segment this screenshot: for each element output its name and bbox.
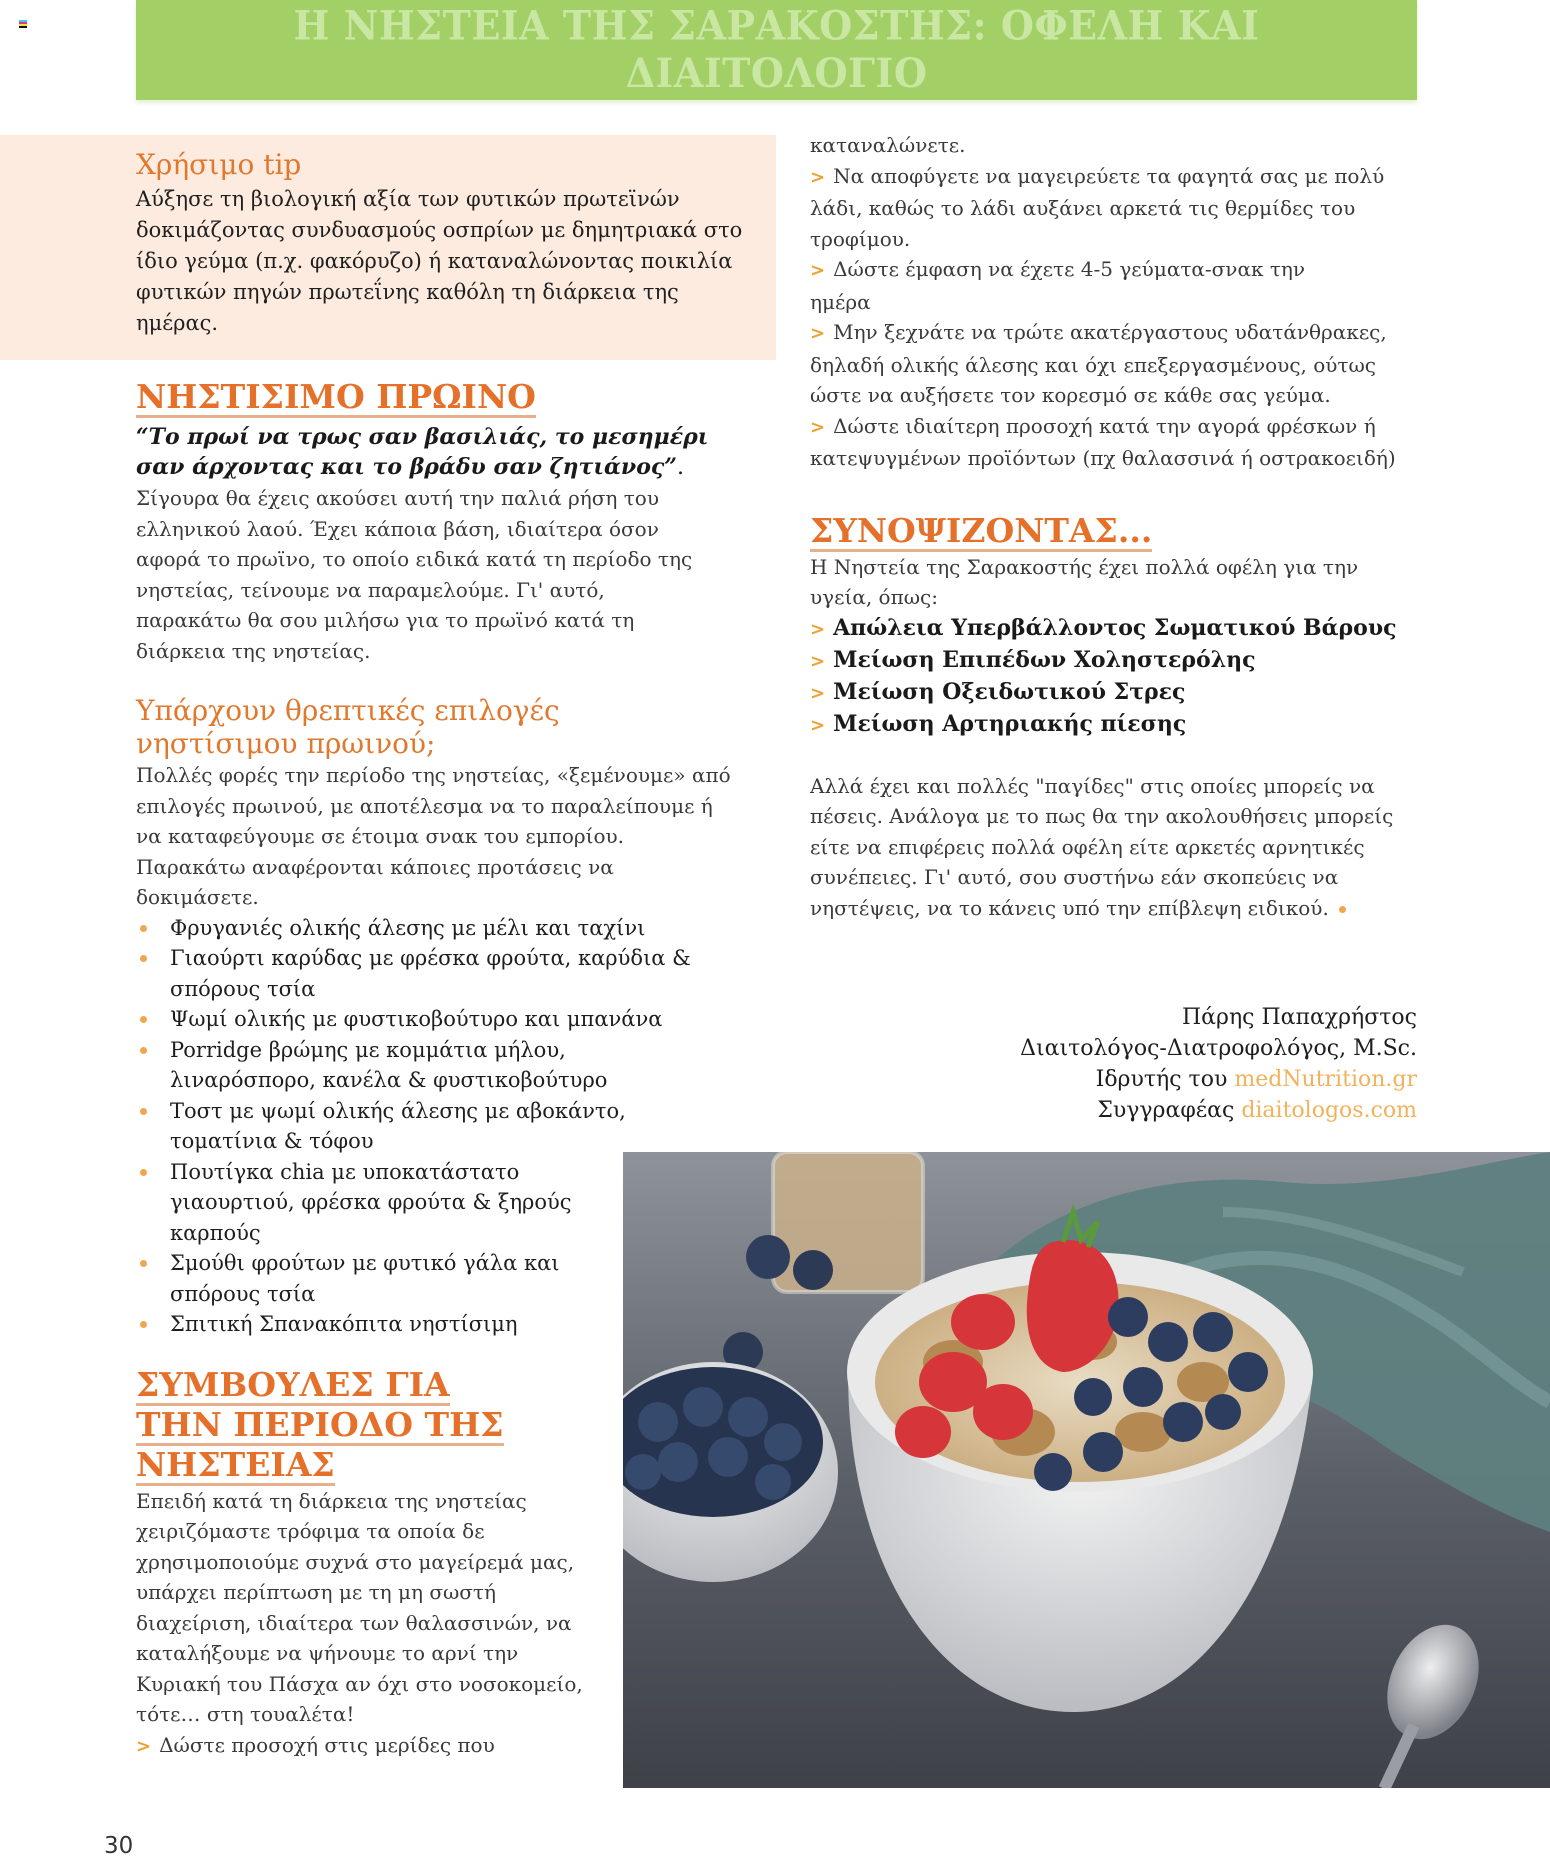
summary-intro: Η Νηστεία της Σαρακοστής έχει πολλά οφέλη για την υγεία, όπως: — [810, 554, 1359, 609]
benefit-item: > Μείωση Οξειδωτικού Στρες — [810, 678, 1186, 705]
advice-tip: > Δώστε ιδιαίτερη προσοχή κατά την αγορά φρέσκων ή κατεψυγμένων προϊόντων (πχ θαλασσινά ή οστρακοειδή) — [810, 413, 1396, 470]
heading-breakfast-options: Υπάρχουν θρεπτικές επιλογές νηστίσιμου πρωινού; — [136, 694, 560, 760]
page-title: Η ΝΗΣΤΕΙΑ ΤΗΣ ΣΑΡΑΚΟΣΤΗΣ: ΟΦΕΛΗ ΚΑΙ ΔΙΑΙΤΟΛΟΓΙΟ — [293, 1, 1260, 97]
arrow-icon: > — [810, 618, 826, 640]
benefit-item: > Μείωση Επιπέδων Χοληστερόλης — [810, 646, 1256, 673]
arrow-icon: > — [810, 323, 826, 344]
arrow-icon: > — [810, 714, 826, 736]
list-item: Ψωμί ολικής με φυστικοβούτυρο και μπανάνα — [136, 1004, 736, 1035]
heading-fasting-breakfast: ΝΗΣΤΙΣΙΜΟ ΠΡΩΙΝΟ — [136, 377, 536, 416]
author-signature — [1020, 1002, 1417, 1126]
page-number: 30 — [104, 1833, 134, 1859]
benefit-item: > Μείωση Αρτηριακής πίεσης — [810, 710, 1187, 737]
options-paragraph: Πολλές φορές την περίοδο της νηστείας, «ξεμένουμε» από επιλογές πρωινού, με αποτέλεσμα να το παραλείπουμε ή να καταφεύγουμε σε έτοιμα σνακ του εμπορίου. Παρακάτω αναφέρονται κάποιες προτάσεις να δοκιμάσετε. — [136, 763, 731, 909]
benefit-item: > Απώλεια Υπερβάλλοντος Σωματικού Βάρους — [810, 614, 1397, 641]
quote-text: “Το πρωί να τρως σαν βασιλιάς, το μεσημέρι σαν άρχοντας και το βράδυ σαν ζητιάνος” — [136, 424, 709, 480]
heading-line: ΤΗΝ ΠΕΡΙΟΔΟ ΤΗΣ — [136, 1404, 504, 1444]
advice-tip: > Μην ξεχνάτε να τρώτε ακατέργαστους υδατάνθρακες, δηλαδή ολικής άλεσης και όχι επεξεργασμένους, ούτως ώστε να αυξήσετε τον κορεσμό σε κάθε σας γεύμα. — [810, 320, 1387, 407]
header-band — [136, 0, 1417, 100]
mednutrition-link[interactable]: medNutrition.gr — [1234, 1067, 1417, 1092]
arrow-icon: > — [810, 416, 826, 438]
author-title: Διαιτολόγος-Διατροφολόγος, M.Sc. — [1020, 1036, 1417, 1061]
arrow-icon: > — [136, 1735, 152, 1757]
proverb-quote — [136, 422, 756, 483]
print-registration-mark — [19, 20, 27, 28]
arrow-icon: > — [810, 260, 826, 281]
author-founder: Ιδρυτής του medNutrition.gr — [1095, 1067, 1417, 1092]
author-writer: Συγγραφέας diaitologos.com — [1097, 1098, 1417, 1123]
list-item: Σμούθι φρούτων με φυτικό γάλα και σπόρους τσία — [136, 1248, 620, 1309]
arrow-icon: > — [810, 650, 826, 672]
quote-end: . — [676, 455, 684, 480]
advice-tip-portions: > Δώστε προσοχή στις μερίδες που — [136, 1732, 495, 1757]
arrow-icon: > — [810, 166, 826, 188]
heading-line: ΣΥΜΒΟΥΛΕΣ ΓΙΑ — [136, 1364, 450, 1404]
advice-tip-portions-cont: καταναλώνετε. — [810, 133, 966, 157]
list-item: Πουτίγκα chia με υποκατάστατο γιαουρτιού, φρέσκα φρούτα & ξηρούς καρπούς — [136, 1157, 610, 1249]
heading-line: ΝΗΣΤΕΙΑΣ — [136, 1444, 335, 1484]
list-item: Porridge βρώμης με κομμάτια μήλου, λιναρόσπορο, κανέλα & φυστικοβούτυρο — [136, 1035, 630, 1096]
heading-summary: ΣΥΝΟΨΙΖΟΝΤΑΣ... — [810, 510, 1153, 550]
tip-text: Αύξησε τη βιολογική αξία των φυτικών πρωτεϊνών δοκιμάζοντας συνδυασμούς οσπρίων με δημητριακά στο ίδιο γεύμα (π.χ. φακόρυζο) ή καταναλώνοντας ποικιλία φυτικών πηγών πρωτεΐνης καθόλη τη διάρκεια της ημέρας. — [136, 187, 743, 335]
author-name: Πάρης Παπαχρήστος — [1181, 1005, 1417, 1030]
list-item: Φρυγανιές ολικής άλεσης με μέλι και ταχίνι — [136, 913, 736, 944]
list-item: Τοστ με ψωμί ολικής άλεσης με αβοκάντο, τοματίνια & τόφου — [136, 1096, 670, 1157]
end-mark-icon — [1339, 906, 1346, 913]
breakfast-bowl-photo — [623, 1152, 1550, 1788]
summary-closing: Αλλά έχει και πολλές "παγίδες" στις οποίες μπορείς να πέσεις. Ανάλογα με το πως θα την ακολουθήσεις μπορείς είτε να επιφέρεις πολλά οφέλη είτε αρκετές αρνητικές συνέπειες. Γι' αυτό, σου συστήνω εάν σκοπεύεις να νηστέψεις, να το κάνεις υπό την επίβλεψη ειδικού. — [810, 773, 1394, 920]
list-item: Γιαούρτι καρύδας με φρέσκα φρούτα, καρύδια & σπόρους τσία — [136, 943, 736, 1004]
arrow-icon: > — [810, 682, 826, 704]
right-column — [810, 130, 1420, 923]
breakfast-paragraph: Σίγουρα θα έχεις ακούσει αυτή την παλιά ρήση του ελληνικού λαού. Έχει κάποια βάση, ιδιαίτερα όσον αφορά το πρωϊνο, το οποίο ειδικά κατά τη περίοδο της νηστείας, τείνουμε να παραμελούμε. Γι' αυτό, παρακάτω θα σου μιλήσω για το πρωϊνό κατά τη διάρκεια της νηστείας. — [136, 486, 693, 663]
list-item: Σπιτική Σπανακόπιτα νηστίσιμη — [136, 1309, 736, 1340]
tip-title: Χρήσιμο tip — [136, 148, 302, 181]
advice-paragraph: Επειδή κατά τη διάρκεια της νηστείας χειριζόμαστε τρόφιμα τα οποία δε χρησιμοποιούμε συχνά στο μαγείρεμά μας, υπάρχει περίπτωση με τη μη σωστή διαχείριση, ιδιαίτερα των θαλασσινών, να καταλήξουμε να ψήνουμε το αρνί την Κυριακή του Πάσχα αν όχι στο νοσοκομείο, τότε… στη τουαλέτα! — [136, 1488, 583, 1726]
diaitologos-link[interactable]: diaitologos.com — [1241, 1098, 1417, 1123]
advice-tip: > Να αποφύγετε να μαγειρεύετε τα φαγητά σας με πολύ λάδι, καθώς το λάδι αυξάνει αρκετά τις θερμίδες του τροφίμου. — [810, 163, 1385, 251]
advice-tip: > Δώστε έμφαση να έχετε 4-5 γεύματα-σνακ την ημέρα — [810, 257, 1306, 314]
